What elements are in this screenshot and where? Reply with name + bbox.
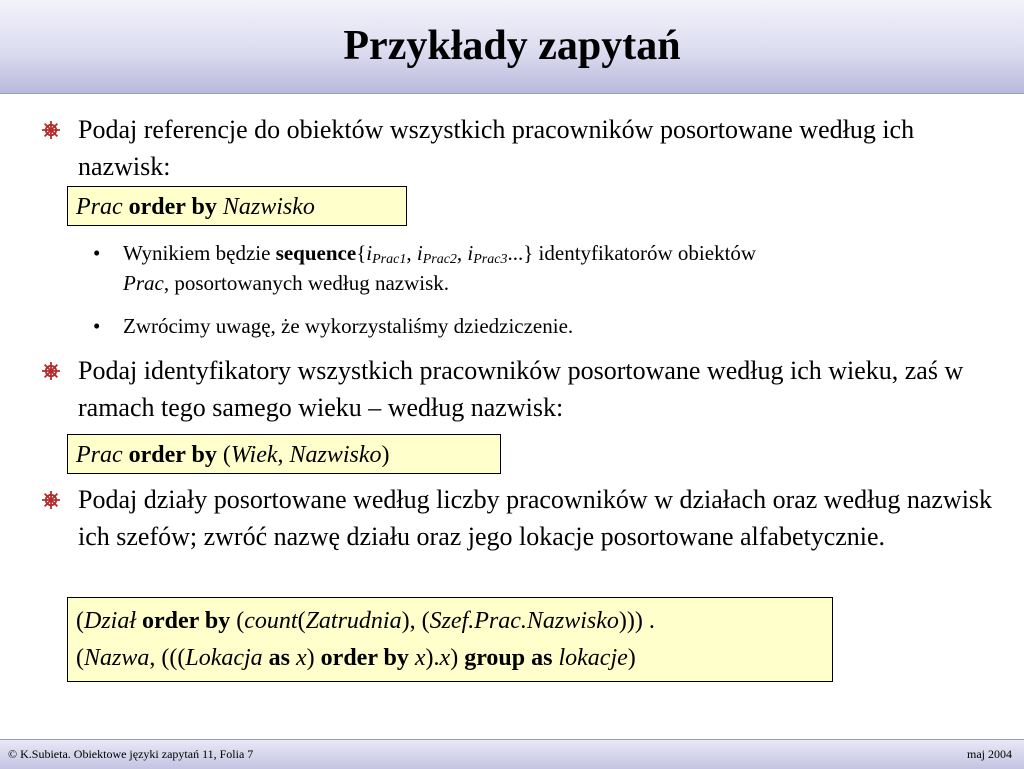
- bullet-text: Podaj działy posortowane według liczby pracowników w działach oraz według nazwisk ich szefów; zwróć nazwę działu oraz jego lokacje posortowane alfabetycznie.: [78, 485, 993, 551]
- bullet-text: Podaj referencje do obiektów wszystkich pracowników posortowane według ich nazwisk:: [78, 115, 915, 181]
- ship-wheel-icon: [41, 120, 61, 140]
- slide-title: Przykłady zapytań: [343, 23, 681, 69]
- bullet-item-1: [78, 111, 998, 185]
- code-identifier: Prac: [76, 194, 123, 220]
- code-box-1: [67, 186, 407, 226]
- code-keyword: order by: [142, 608, 231, 634]
- code-keyword: order by: [128, 194, 217, 220]
- bullet-text: Podaj identyfikatory wszystkich pracowników posortowane według ich wieku, zaś w ramach tego samego wieku – według nazwisk:: [78, 356, 964, 422]
- bullet-item-3: [78, 481, 998, 555]
- code-box-3: [67, 597, 833, 682]
- footer-bar: [0, 739, 1024, 769]
- code-keyword: order by: [128, 442, 217, 468]
- code-identifier: Prac: [76, 442, 123, 468]
- footer-copyright: © K.Subieta. Obiektowe języki zapytań 11, Folia 7: [8, 747, 254, 761]
- code-box-2: Prac order by (Wiek, Nazwisko): [67, 434, 501, 474]
- bullet-item-2: [78, 352, 998, 426]
- sub-bullet-1: • Wynikiem będzie $sequence\{i_{Prac1}$, $i_{Prac2}$, $i_{Prac3}$...} identyfikatorów obiektów Prac, posortowanych według nazwisk.: [123, 238, 1003, 298]
- code-keyword: as: [268, 645, 291, 671]
- footer-date: maj 2004: [967, 747, 1012, 761]
- code-identifier: Nazwisko: [222, 194, 315, 220]
- bullet-dot: •: [93, 241, 101, 265]
- bullet-dot: •: [93, 314, 101, 338]
- code-line-1: (Dział order by (count(Zatrudnia), (Szef.Prac.Nazwisko))) .: [76, 608, 655, 634]
- ship-wheel-icon: [41, 361, 61, 381]
- code-keyword: order by: [320, 645, 409, 671]
- code-keyword: group as: [464, 645, 553, 671]
- code-keyword: sequence: [275, 241, 357, 265]
- ship-wheel-icon: [41, 490, 61, 510]
- code-line-2: (Nazwa, (((Lokacja as x) order by x).x) group as lokacje): [76, 645, 636, 671]
- sub-bullet-2: • Zwrócimy uwagę, że wykorzystaliśmy dziedziczenie.: [123, 311, 1003, 341]
